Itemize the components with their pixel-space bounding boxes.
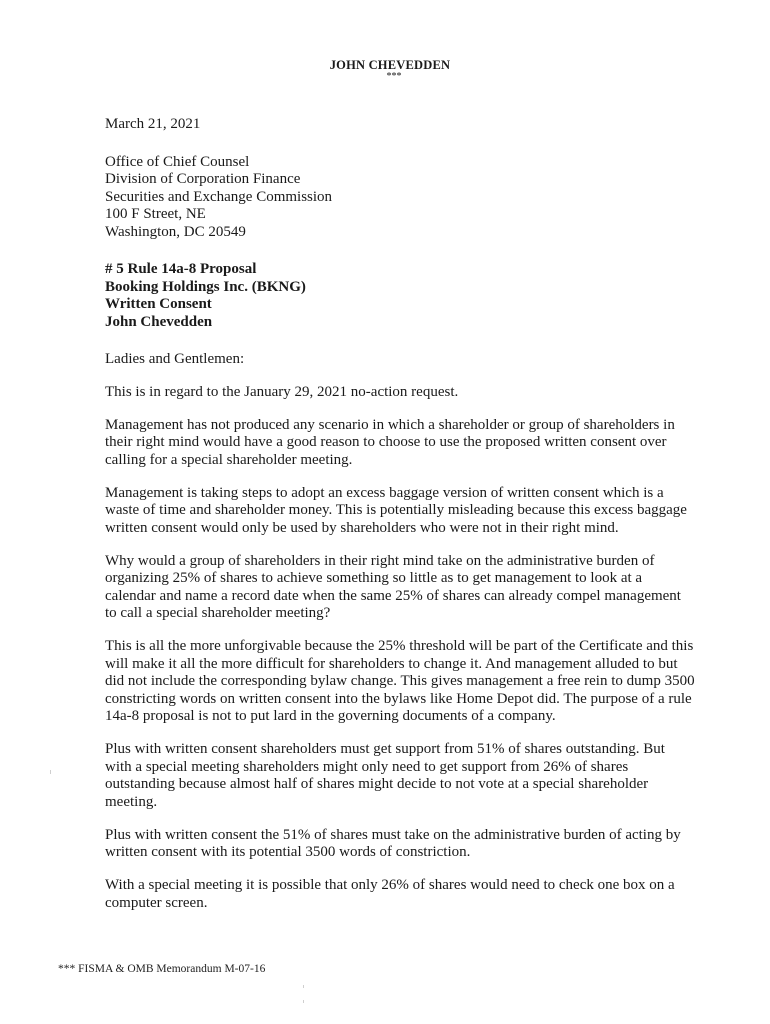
paragraph: Management is taking steps to adopt an excess baggage version of written consent which is a waste of time and shareholder money. This is potentially misleading because this excess baggage written consent would only be used by shareholders who were not in their right mind. xyxy=(105,484,687,536)
subject-line: John Chevedden xyxy=(105,313,213,330)
subject-line: # 5 Rule 14a-8 Proposal xyxy=(105,261,257,277)
letterhead xyxy=(0,58,770,81)
address-line: Securities and Exchange Commission xyxy=(105,188,333,205)
scan-speck xyxy=(303,985,304,988)
paragraph: Plus with written consent shareholders must get support from 51% of shares outstanding. But with a special meeting shareholders might only need to get support from 26% of shares outstanding because almost half of shares might decide to not vote at a special shareholder meeting. xyxy=(105,741,665,810)
recipient-address xyxy=(105,154,695,242)
letterhead-redaction: *** xyxy=(386,71,402,82)
paragraph: Plus with written consent the 51% of shares must take on the administrative burden of acting by written consent with its potential 3500 words of constriction. xyxy=(105,826,681,860)
scan-speck xyxy=(50,770,51,774)
paragraph: With a special meeting it is possible that only 26% of shares would need to check one box on a computer screen. xyxy=(105,877,675,911)
salutation: Ladies and Gentlemen: xyxy=(105,351,245,367)
letter-date: March 21, 2021 xyxy=(105,116,201,132)
subject-line: Booking Holdings Inc. (BKNG) xyxy=(105,278,306,295)
letterhead-name: JOHN CHEVEDDEN xyxy=(329,58,451,72)
subject-block xyxy=(105,261,695,331)
paragraph: Management has not produced any scenario in which a shareholder or group of shareholders in their right mind would have a good reason to choose to use the proposed written consent over calling for a special shareholder meeting. xyxy=(105,416,675,468)
letter-body xyxy=(105,116,695,928)
footer-note: *** FISMA & OMB Memorandum M-07-16 xyxy=(58,963,266,975)
address-line: Washington, DC 20549 xyxy=(105,223,246,240)
paragraph: This is in regard to the January 29, 2021 no-action request. xyxy=(105,383,459,400)
paragraph: Why would a group of shareholders in their right mind take on the administrative burden of organizing 25% of shares to achieve something so little as to get management to look at a calendar and name a record date when the same 25% of shares can already compel management to call a special shareholder meeting? xyxy=(105,552,681,621)
address-line: 100 F Street, NE xyxy=(105,206,206,222)
address-line: Office of Chief Counsel xyxy=(105,153,250,170)
paragraph: This is all the more unforgivable because the 25% threshold will be part of the Certificate and this will make it all the more difficult for shareholders to change it. And management alluded to but did not include the corresponding bylaw change. This gives management a free rein to dump 3500 constricting words on written consent into the bylaws like Home Depot did. The purpose of a rule 14a-8 proposal is not to put lard in the governing documents of a company. xyxy=(105,638,695,724)
scan-speck xyxy=(303,1000,304,1003)
subject-line: Written Consent xyxy=(105,296,212,312)
address-line: Division of Corporation Finance xyxy=(105,171,301,187)
